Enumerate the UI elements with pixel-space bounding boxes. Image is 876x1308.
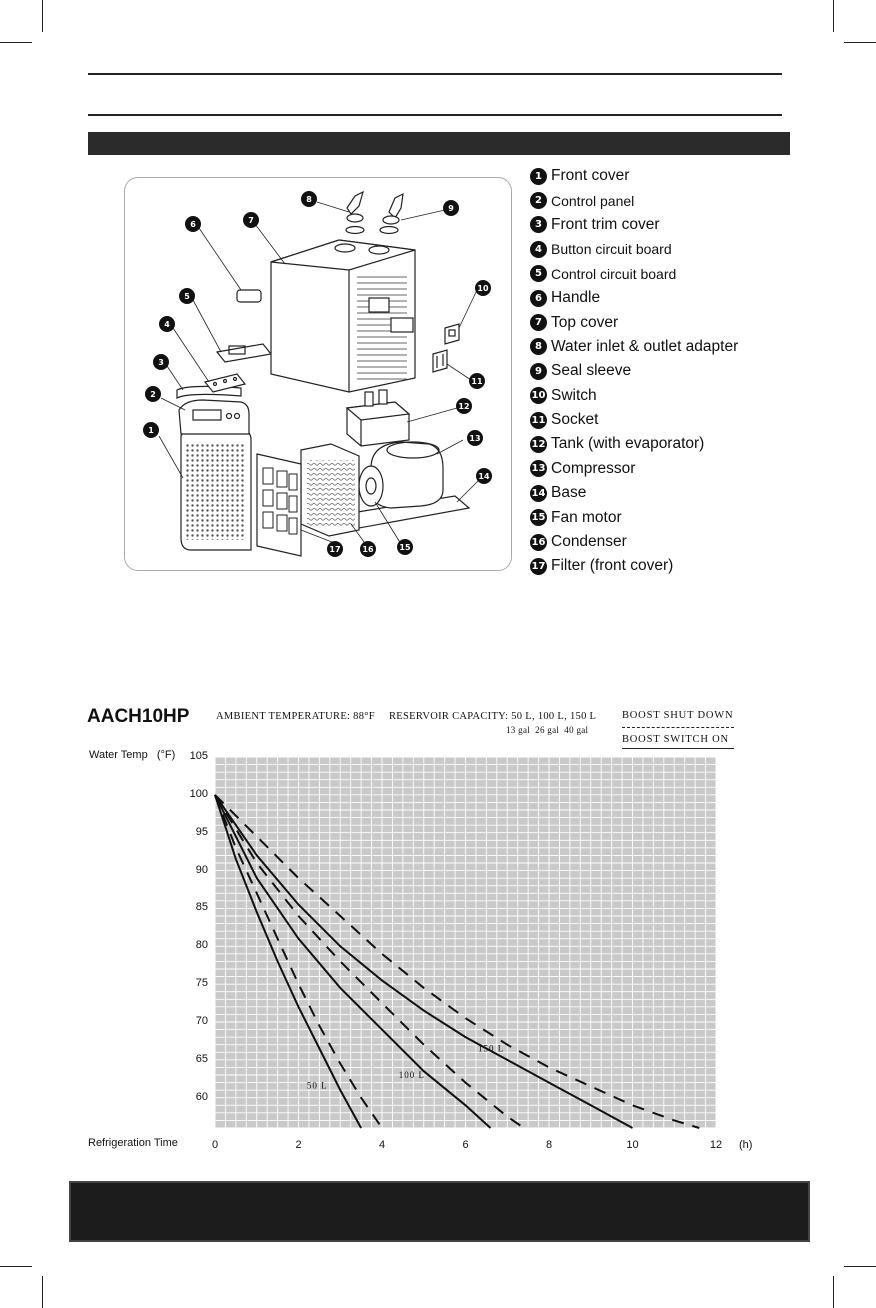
part-label: Top cover: [551, 313, 619, 331]
part-number-badge: 5: [530, 265, 547, 282]
x-tick-label: 12: [709, 1139, 723, 1151]
svg-text:5: 5: [184, 292, 190, 301]
reservoir-gallons: 13 gal 26 gal 40 gal: [506, 725, 589, 735]
part-number-badge: 13: [530, 460, 547, 477]
part-label: Control circuit board: [551, 265, 677, 282]
part-label: Handle: [551, 289, 601, 307]
part-label: Filter (front cover): [551, 557, 674, 575]
part-number-badge: 4: [530, 241, 547, 258]
x-axis-unit: (h): [739, 1139, 753, 1151]
part-label: Tank (with evaporator): [551, 435, 705, 453]
y-tick-label: 65: [195, 1052, 208, 1065]
y-tick-label: 100: [189, 787, 208, 800]
footer-band: [69, 1181, 810, 1242]
y-tick-label: 80: [195, 939, 208, 952]
part-number-badge: 9: [530, 363, 547, 380]
series-label-50l: 50 L: [306, 1080, 328, 1091]
part-number-badge: 6: [530, 290, 547, 307]
svg-text:16: 16: [362, 545, 374, 554]
svg-text:11: 11: [471, 377, 483, 386]
part-label: Button circuit board: [551, 241, 672, 258]
legend-dashed-label: BOOST SHUT DOWN: [622, 710, 734, 721]
svg-text:4: 4: [164, 320, 170, 329]
part-label: Compressor: [551, 459, 636, 477]
part-number-badge: 11: [530, 412, 547, 429]
part-label: Front cover: [551, 167, 630, 185]
part-number-badge: 8: [530, 338, 547, 355]
series-label-100l: 100 L: [398, 1070, 425, 1081]
x-tick-label: 6: [462, 1139, 469, 1151]
y-axis-label: Water Temp (°F): [89, 749, 176, 761]
svg-text:10: 10: [477, 284, 489, 293]
svg-text:14: 14: [478, 472, 490, 481]
part-label: Base: [551, 484, 587, 502]
y-tick-label: 60: [195, 1090, 208, 1103]
y-tick-label: 75: [195, 977, 208, 990]
y-tick-label: 85: [195, 901, 208, 914]
part-number-badge: 12: [530, 436, 547, 453]
part-label: Fan motor: [551, 508, 622, 526]
svg-text:7: 7: [248, 216, 254, 225]
part-number-badge: 17: [530, 558, 547, 575]
svg-text:17: 17: [329, 545, 341, 554]
part-label: Switch: [551, 386, 597, 404]
svg-text:9: 9: [448, 204, 454, 213]
svg-text:1: 1: [148, 426, 154, 435]
part-number-badge: 2: [530, 192, 547, 209]
part-label: Condenser: [551, 533, 627, 551]
part-number-badge: 1: [530, 168, 547, 185]
part-label: Control panel: [551, 192, 635, 209]
chart-model-title: AACH10HP: [87, 706, 190, 727]
svg-text:8: 8: [306, 195, 312, 204]
svg-text:2: 2: [150, 390, 156, 399]
y-tick-label: 105: [189, 750, 208, 762]
part-label: Water inlet & outlet adapter: [551, 337, 739, 355]
part-number-badge: 15: [530, 509, 547, 526]
part-label: Front trim cover: [551, 215, 660, 233]
x-axis-label: Refrigeration Time: [88, 1137, 178, 1149]
y-tick-label: 70: [195, 1015, 208, 1027]
x-tick-label: 10: [626, 1139, 639, 1151]
svg-text:3: 3: [158, 358, 164, 367]
part-label: Socket: [551, 411, 599, 429]
part-label: Seal sleeve: [551, 362, 632, 380]
x-tick-label: 8: [545, 1139, 553, 1151]
part-number-badge: 3: [530, 216, 547, 233]
legend-solid-label: BOOST SWITCH ON: [622, 734, 729, 745]
x-tick-label: 4: [378, 1139, 386, 1151]
svg-text:13: 13: [469, 434, 481, 443]
part-number-badge: 14: [530, 485, 547, 502]
y-tick-label: 95: [195, 825, 208, 838]
svg-text:15: 15: [399, 543, 411, 552]
x-tick-label: 2: [295, 1139, 302, 1151]
y-tick-label: 90: [195, 863, 208, 876]
part-number-badge: 16: [530, 534, 547, 551]
reservoir-capacity: RESERVOIR CAPACITY: 50 L, 100 L, 150 L: [389, 711, 597, 722]
part-number-badge: 10: [530, 387, 547, 404]
x-tick-label: 0: [211, 1139, 219, 1151]
svg-text:6: 6: [190, 220, 196, 229]
ambient-temperature: AMBIENT TEMPERATURE: 88°F: [216, 711, 375, 722]
part-number-badge: 7: [530, 314, 547, 331]
svg-text:12: 12: [458, 402, 470, 411]
series-label-150l: 150 L: [478, 1043, 505, 1054]
